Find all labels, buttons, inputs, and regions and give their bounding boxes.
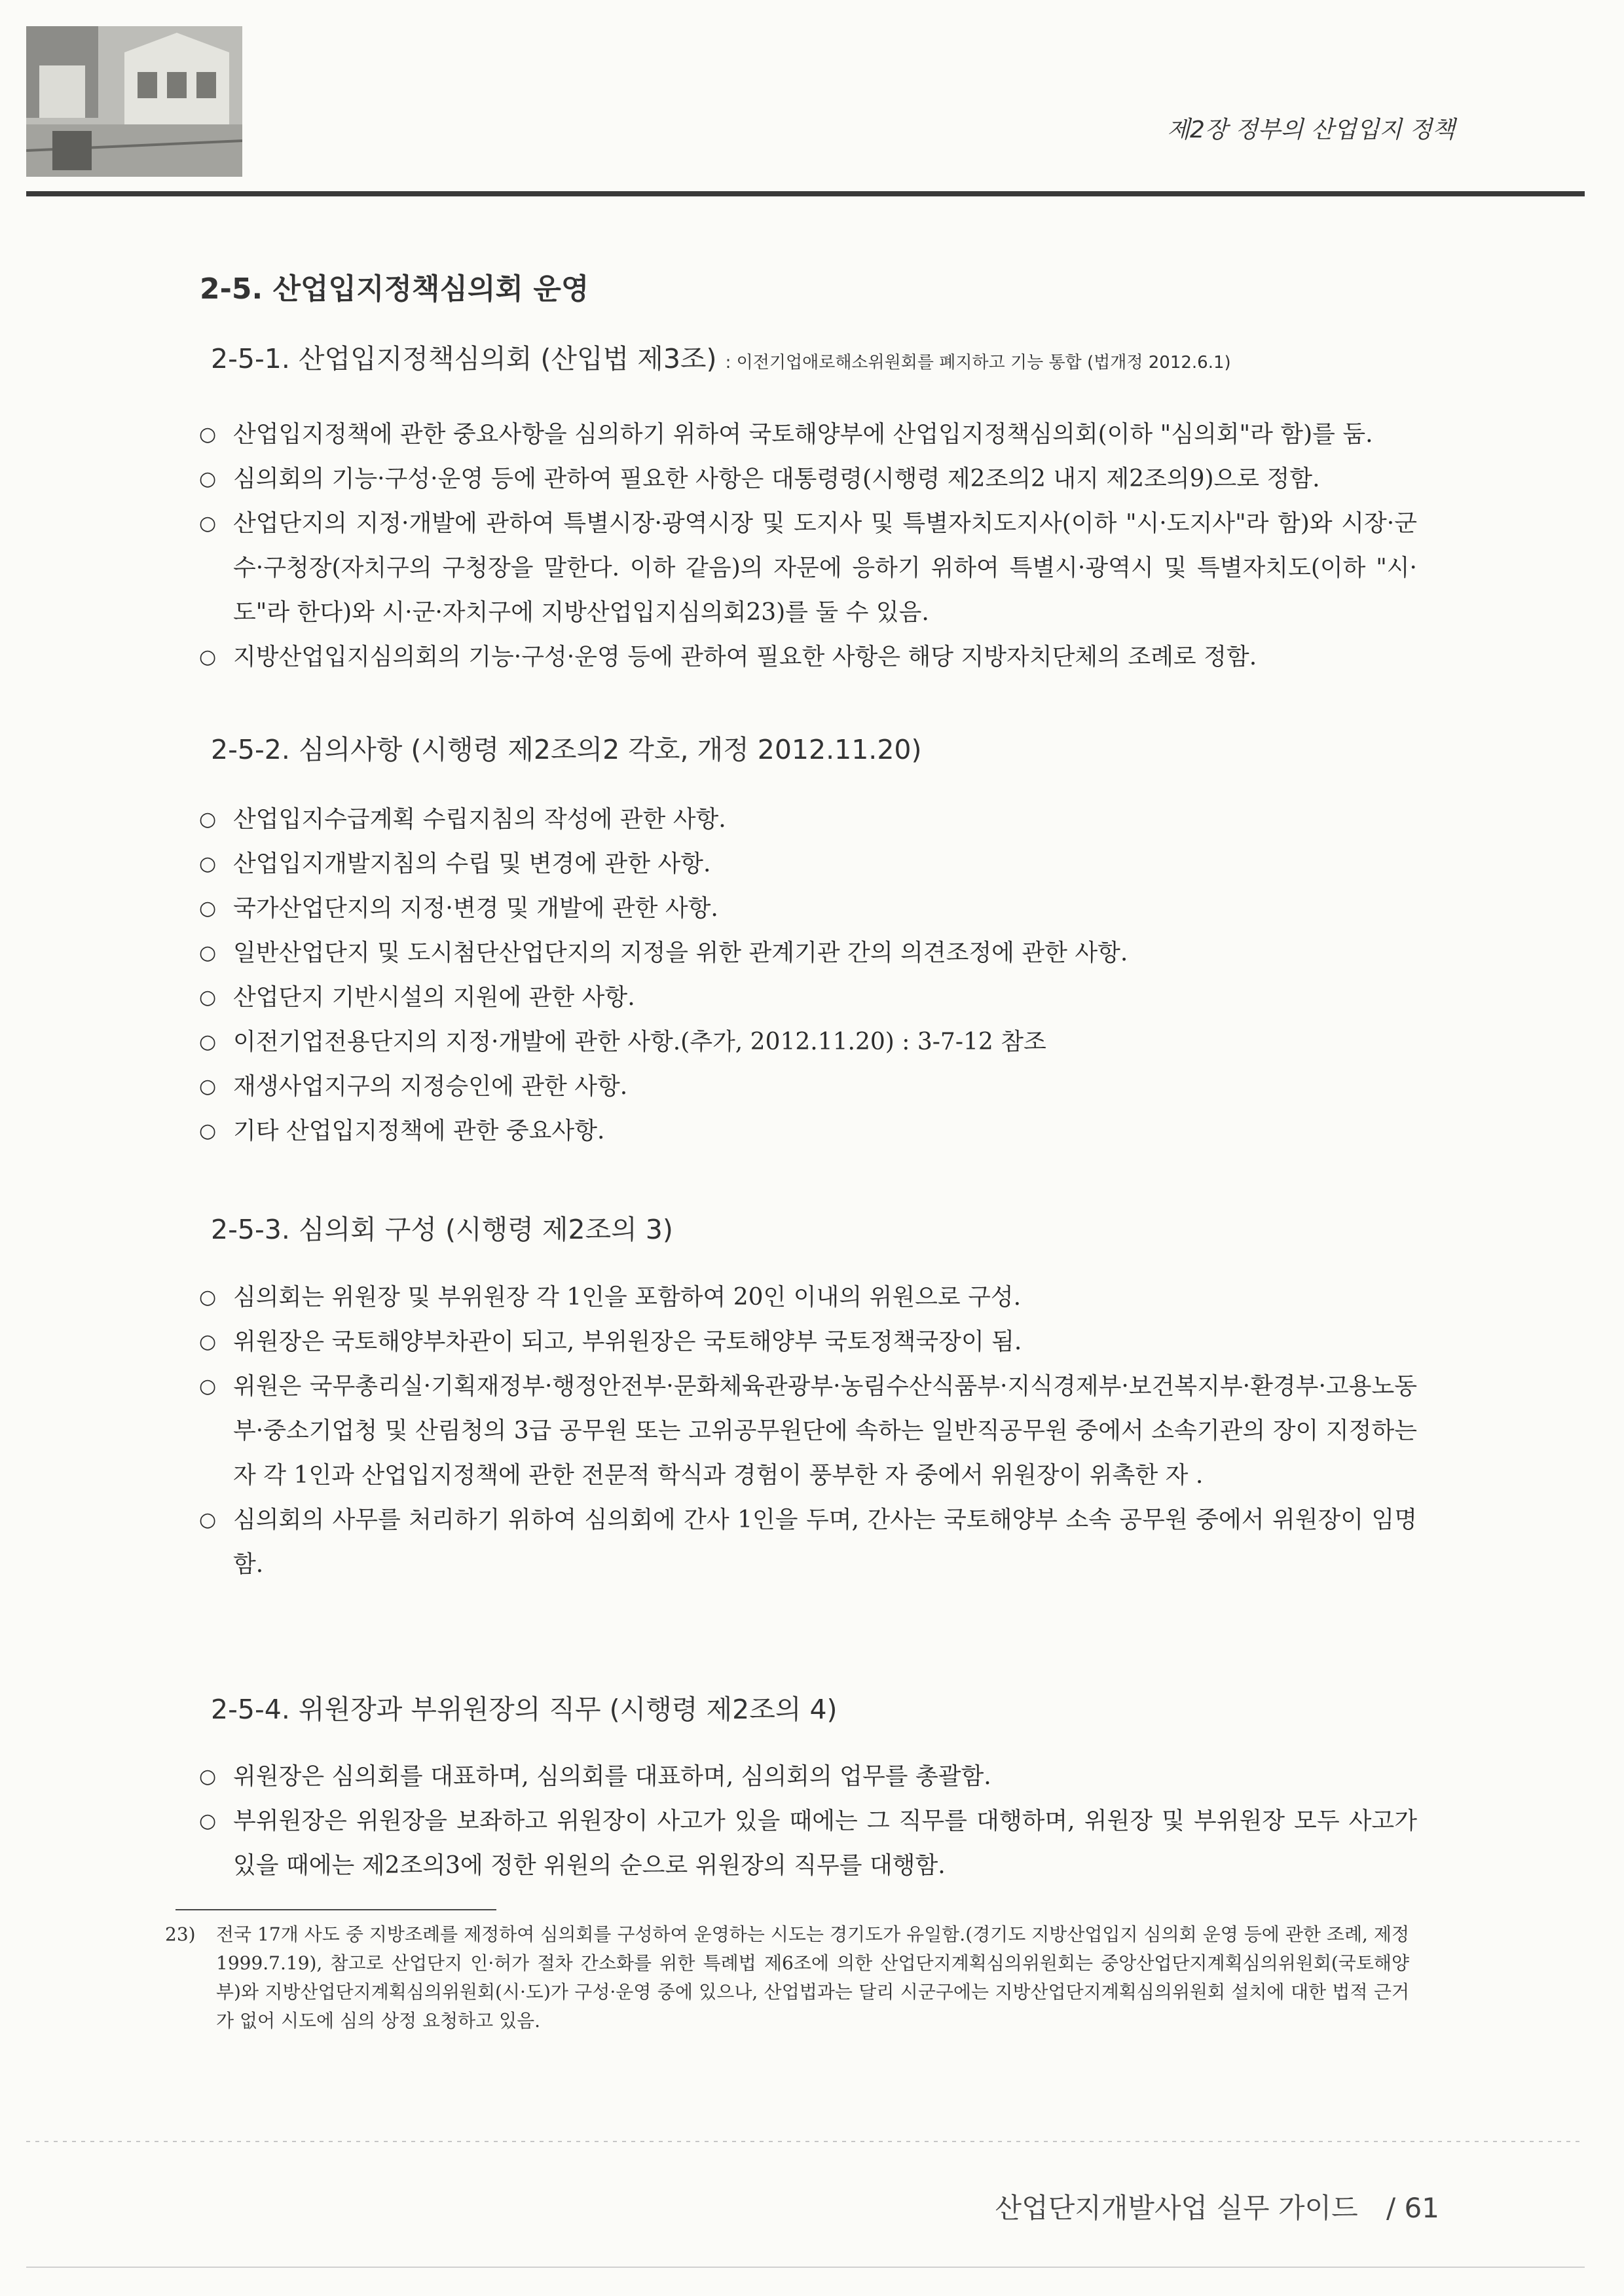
list-item: ○ 산업단지의 지정·개발에 관하여 특별시장·광역시장 및 도지사 및 특별자치도지사(이하 "시·도지사"라 함)와 시장·군수·구청장(자치구의 구청장을 말한다. 이하 같음)의 자문에 응하기 위하여 특별시·광역시 및 특별자치도(이하 "시·도"라 한다)와 시·군·자치구에 지방산업입지심의회23)를 둘 수 있음. bbox=[199, 501, 1417, 635]
subsection-2-5-2-list bbox=[199, 797, 1417, 1154]
bullet-mark: ○ bbox=[199, 646, 217, 668]
bullet-mark: ○ bbox=[199, 512, 217, 535]
footnote-rule bbox=[175, 1909, 496, 1910]
subsection-2-5-4-title: 2-5-4. 위원장과 부위원장의 직무 (시행령 제2조의 4) bbox=[211, 1694, 838, 1725]
list-item: ○ 일반산업단지 및 도시첨단산업단지의 지정을 위한 관계기관 간의 의견조정에 관한 사항. bbox=[199, 931, 1417, 975]
list-item: ○ 지방산업입지심의회의 기능·구성·운영 등에 관하여 필요한 사항은 해당 지방자치단체의 조례로 정함. bbox=[199, 635, 1417, 680]
bullet-mark: ○ bbox=[199, 467, 217, 490]
list-item: ○ 산업입지개발지침의 수립 및 변경에 관한 사항. bbox=[199, 842, 1417, 886]
list-item: ○ 위원장은 국토해양부차관이 되고, 부위원장은 국토해양부 국토정책국장이 됨. bbox=[199, 1320, 1417, 1364]
bullet-mark: ○ bbox=[199, 986, 217, 1009]
bottom-rule bbox=[26, 2267, 1585, 2268]
bullet-mark: ○ bbox=[199, 1330, 217, 1353]
subsection-2-5-1-note: : 이전기업애로해소위원회를 폐지하고 기능 통합 (법개정 2012.6.1) bbox=[725, 353, 1231, 373]
footnote-text: 전국 17개 사도 중 지방조례를 제정하여 심의회를 구성하여 운영하는 시도는 경기도가 유일함.(경기도 지방산업입지 심의회 운영 등에 관한 조례, 제정1999.7.19), 참고로 산업단지 인·허가 절차 간소화를 위한 특례법 제6조에 의한 산업단지계획심의위원회는 중앙산업단지계획심의위원회(국토해양부)와 지방산업단지계획심의위원회(시·도)가 구성·운영 중에 있으나, 산업법과는 달리 시군구에는 지방산업단지계획심의위원회 설치에 대한 법적 근거가 없어 시도에 심의 상정 요청하고 있음. bbox=[216, 1923, 1409, 2032]
bullet-mark: ○ bbox=[199, 1765, 217, 1788]
bullet-mark: ○ bbox=[199, 1810, 217, 1832]
header-photo bbox=[26, 26, 242, 177]
footer-dotted-line bbox=[26, 2141, 1585, 2142]
list-item: ○ 심의회는 위원장 및 부위원장 각 1인을 포함하여 20인 이내의 위원으로 구성. bbox=[199, 1275, 1417, 1320]
list-item: ○ 심의회의 기능·구성·운영 등에 관하여 필요한 사항은 대통령령(시행령 제2조의2 내지 제2조의9)으로 정함. bbox=[199, 457, 1417, 501]
subsection-2-5-4-list bbox=[199, 1755, 1417, 1888]
bullet-mark: ○ bbox=[199, 897, 217, 920]
bullet-mark: ○ bbox=[199, 1075, 217, 1098]
subsection-2-5-3-list bbox=[199, 1275, 1417, 1587]
list-item: ○ 기타 산업입지정책에 관한 중요사항. bbox=[199, 1109, 1417, 1154]
bullet-mark: ○ bbox=[199, 1375, 217, 1398]
bullet-mark: ○ bbox=[199, 1120, 217, 1142]
footnote-number: 23) bbox=[165, 1923, 196, 1945]
page-number: / 61 bbox=[1386, 2192, 1439, 2224]
footnote bbox=[165, 1920, 1409, 2035]
list-item: ○ 부위원장은 위원장을 보좌하고 위원장이 사고가 있을 때에는 그 직무를 대행하며, 위원장 및 부위원장 모두 사고가 있을 때에는 제2조의3에 정한 위원의 순으로 위원장의 직무를 대행함. bbox=[199, 1799, 1417, 1888]
bullet-mark: ○ bbox=[199, 423, 217, 446]
list-item: ○ 국가산업단지의 지정·변경 및 개발에 관한 사항. bbox=[199, 886, 1417, 931]
list-item: ○ 위원장은 심의회를 대표하며, 심의회를 대표하며, 심의회의 업무를 총괄함. bbox=[199, 1755, 1417, 1799]
section-title: 2-5. 산업입지정책심의회 운영 bbox=[200, 272, 589, 306]
subsection-2-5-2-title: 2-5-2. 심의사항 (시행령 제2조의2 각호, 개정 2012.11.20) bbox=[211, 734, 922, 765]
footer-book-title: 산업단지개발사업 실무 가이드 bbox=[995, 2192, 1358, 2224]
bullet-mark: ○ bbox=[199, 1030, 217, 1053]
list-item: ○ 재생사업지구의 지정승인에 관한 사항. bbox=[199, 1065, 1417, 1109]
subsection-2-5-1-list bbox=[199, 412, 1417, 680]
subsection-2-5-1-title bbox=[211, 337, 1231, 376]
bullet-mark: ○ bbox=[199, 1286, 217, 1309]
subsection-2-5-3-title: 2-5-3. 심의회 구성 (시행령 제2조의 3) bbox=[211, 1214, 673, 1245]
bullet-mark: ○ bbox=[199, 941, 217, 964]
header-photo-graphic bbox=[26, 26, 242, 177]
list-item: ○ 심의회의 사무를 처리하기 위하여 심의회에 간사 1인을 두며, 간사는 국토해양부 소속 공무원 중에서 위원장이 임명함. bbox=[199, 1498, 1417, 1587]
header-rule bbox=[26, 191, 1585, 196]
bullet-mark: ○ bbox=[199, 808, 217, 831]
chapter-title: 제2장 정부의 산업입지 정책 bbox=[1167, 117, 1455, 143]
list-item: ○ 산업입지정책에 관한 중요사항을 심의하기 위하여 국토해양부에 산업입지정책심의회(이하 "심의회"라 함)를 둠. bbox=[199, 412, 1417, 457]
page-footer bbox=[995, 2187, 1439, 2226]
list-item: ○ 산업입지수급계획 수립지침의 작성에 관한 사항. bbox=[199, 797, 1417, 842]
list-item: ○ 이전기업전용단지의 지정·개발에 관한 사항.(추가, 2012.11.20) : 3-7-12 참조 bbox=[199, 1020, 1417, 1065]
subsection-2-5-1-heading: 2-5-1. 산업입지정책심의회 (산입법 제3조) bbox=[211, 343, 717, 374]
list-item: ○ 산업단지 기반시설의 지원에 관한 사항. bbox=[199, 975, 1417, 1020]
bullet-mark: ○ bbox=[199, 1508, 217, 1531]
list-item: ○ 위원은 국무총리실·기획재정부·행정안전부·문화체육관광부·농림수산식품부·지식경제부·보건복지부·환경부·고용노동부·중소기업청 및 산림청의 3급 공무원 또는 고위공무원단에 속하는 일반직공무원 중에서 소속기관의 장이 지정하는 자 각 1인과 산업입지정책에 관한 전문적 학식과 경험이 풍부한 자 중에서 위원장이 위촉한 자 . bbox=[199, 1364, 1417, 1498]
bullet-mark: ○ bbox=[199, 852, 217, 875]
